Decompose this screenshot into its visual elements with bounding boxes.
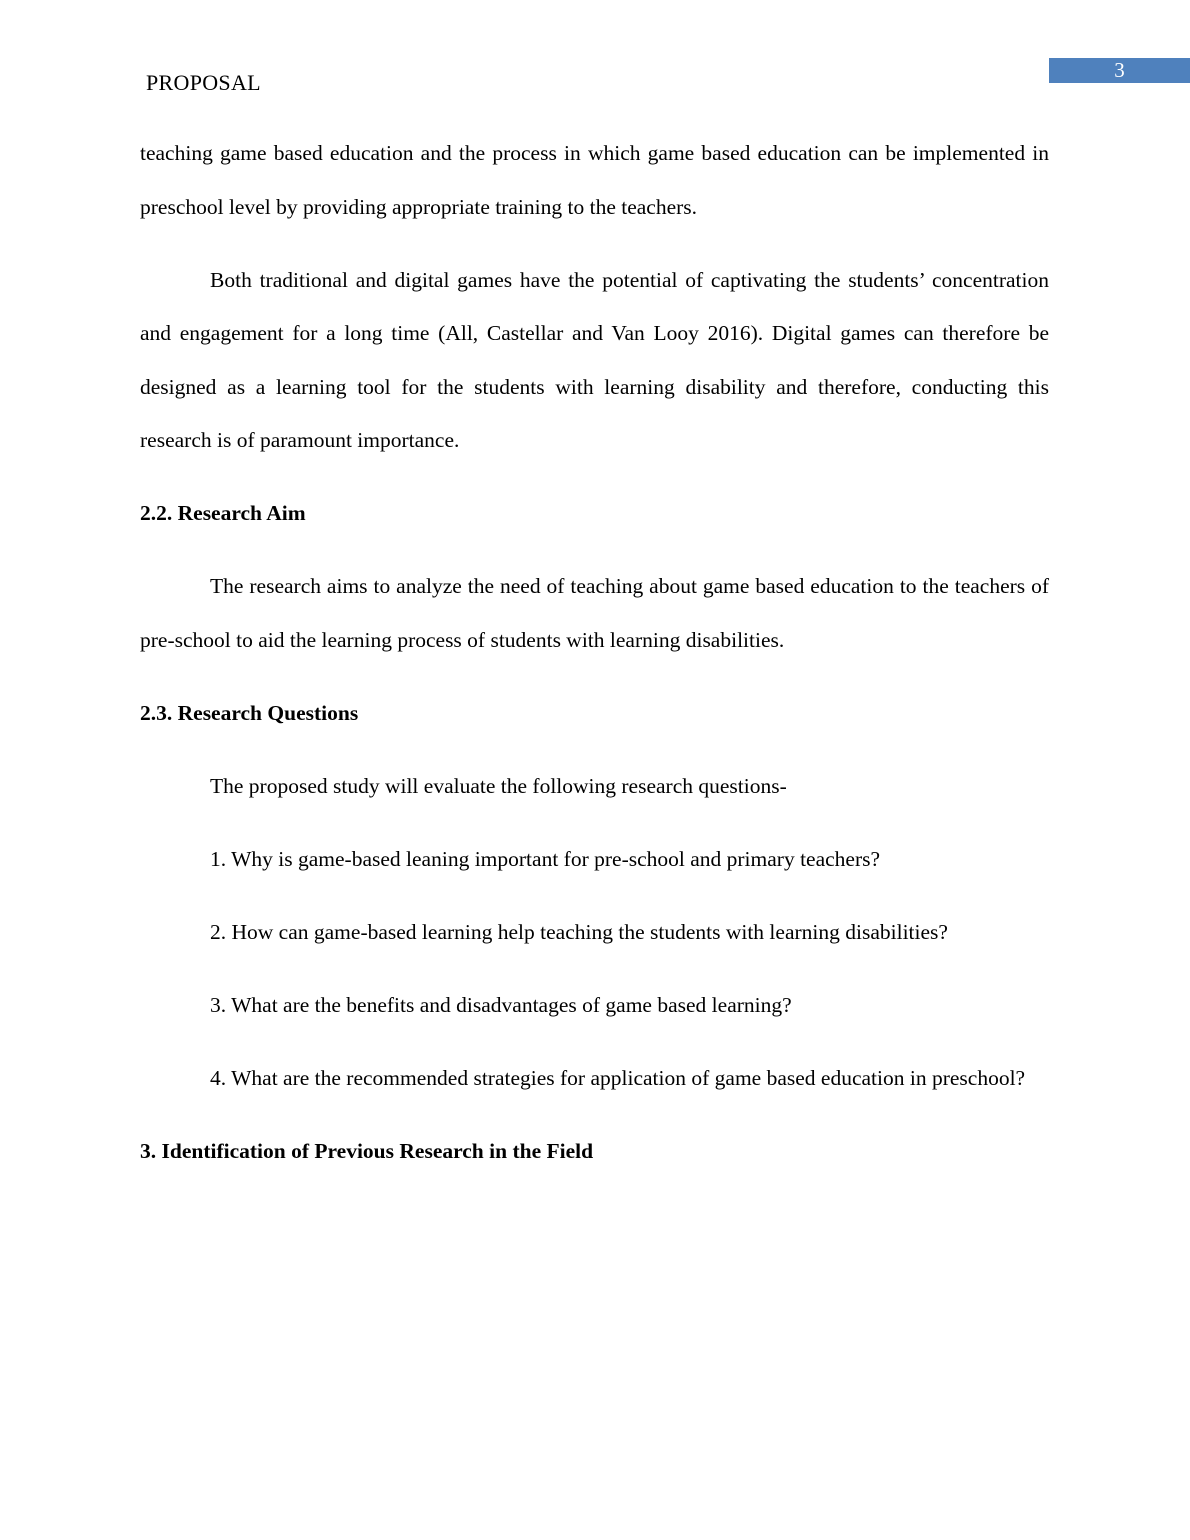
research-question-3: 3. What are the benefits and disadvantages of game based learning? [210,992,792,1017]
document-body [140,127,1049,1198]
research-question-2: 2. How can game-based learning help teaching the students with learning disabilities? [210,919,948,944]
heading-research-questions: 2.3. Research Questions [140,700,359,725]
page-number: 3 [1049,58,1190,83]
paragraph-questions-intro: The proposed study will evaluate the following research questions- [210,773,787,798]
header-title: PROPOSAL [146,70,261,95]
research-question-4: 4. What are the recommended strategies for application of game based education in preschool? [210,1065,1026,1090]
paragraph-games: Both traditional and digital games have the potential of captivating the students’ concentration and engagement for a long time (All, Castellar and Van Looy 2016). Digital games can therefore be designed as a learning tool for the students with learning disability and therefore, conducting this research is of paramount importance. [140,267,1049,452]
heading-research-aim: 2.2. Research Aim [140,501,306,525]
research-question-1: 1. Why is game-based leaning important for pre-school and primary teachers? [210,846,881,871]
paragraph-research-aim: The research aims to analyze the need of teaching about game based education to the teachers of pre-school to aid the learning process of students with learning disabilities. [140,574,1049,652]
paragraph-continuation: teaching game based education and the process in which game based education can be implemented in preschool level by providing appropriate training to the teachers. [140,141,1049,219]
heading-previous-research: 3. Identification of Previous Research in the Field [140,1138,594,1163]
